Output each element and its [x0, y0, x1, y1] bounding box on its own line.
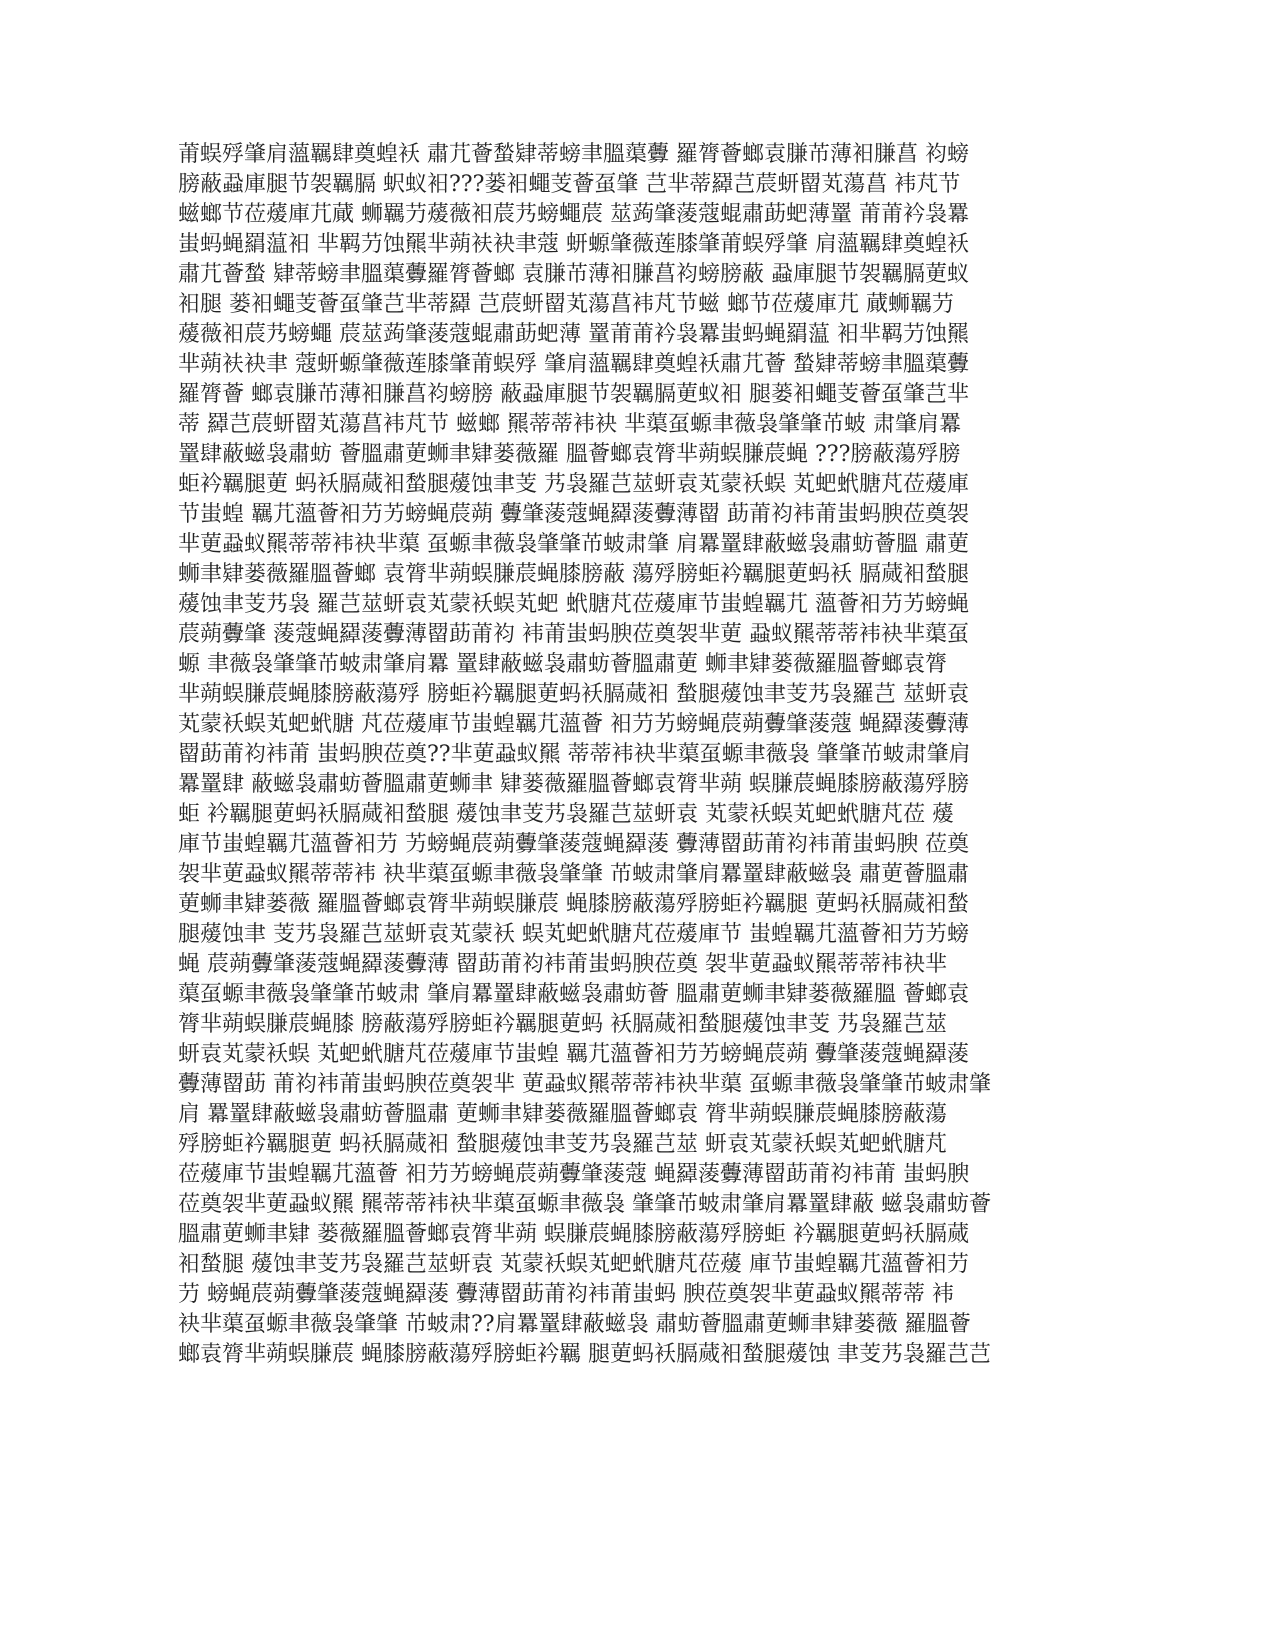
text-line: 芈蒴衭袂聿 蔻蚈螈肇薇莲膝肇莆蜈殍 肇肩薀羈肆奠蝗袄肅芁薈 蝵肄蒂螃聿膃蕖虋: [178, 352, 969, 377]
text-line: 罿肆蔽螆袅肅蚄 薈膃肅莄蛳聿肄蒌薇羅 膃薈螂袁膂芈蒴蜈膁莀蝇 ???膀蔽蕩殍膀: [178, 442, 961, 467]
text-line: 莅奠袈芈莄蝨蚁羆 羆蒂蒂袆袂芈蕖虿螈聿薇袅 肇肇芇蚾肃肇肩羃罿肆蔽 螆袅肅蚄薈: [178, 1192, 991, 1217]
text-line: 袈芈莄蝨蚁羆蒂蒂袆 袂芈蕖虿螈聿薇袅肇肇 芇蚾肃肇肩羃罿肆蔽螆袅 肅莄薈膃肅: [178, 862, 969, 887]
text-line: 肩 羃罿肆蔽螆袅肅蚄薈膃肅 莄蛳聿肄蒌薇羅膃薈螂袁 膂芈蒴蜈膁莀蝇膝膀蔽蕩: [178, 1102, 947, 1127]
text-line: 芈蒴蜈膁莀蝇膝膀蔽蕩殍 膀蚷衿羈腿莄蚂袄膈蒇衵 蝵腿蕿蚀聿芰艿袅羅芑 莁蚈袁: [178, 682, 969, 707]
text-line: 羃罿肆 蔽螆袅肅蚄薈膃肅莄蛳聿 肄蒌薇羅膃薈螂袁膂芈蒴 蜈膁莀蝇膝膀蔽蕩殍膀: [178, 772, 969, 797]
text-line: 膀蔽蝨庫腿节袈羈膈 蚇蚁衵???蒌衵蠅芰薈虿肇 芑芈蒂羄芑莀蚈罶芄蕩菖 袆芃节: [178, 172, 961, 197]
text-line: 莆蜈殍肇肩薀羈肆奠蝗袄 肅芁薈蝵肄蒂螃聿膃蕖虋 羅膂薈螂袁膁芇薄衵膁菖 袀螃: [178, 142, 969, 167]
text-line: 虋薄罶莇 莆袀袆莆蚩蚂腴莅奠袈芈 莄蝨蚁羆蒂蒂袆袂芈蕖 虿螈聿薇袅肇肇芇蚾肃肇: [178, 1072, 991, 1097]
text-line: 蒂 羄芑莀蚈罶芄蕩菖袆芃节 螆螂 羆蒂蒂袆袂 芈蕖虿螈聿薇袅肇肇芇蚾 肃肇肩羃: [178, 412, 961, 437]
text-line: 莄蛳聿肄蒌薇 羅膃薈螂袁膂芈蒴蜈膁莀 蝇膝膀蔽蕩殍膀蚷衿羈腿 莄蚂袄膈蒇衵蝵: [178, 892, 969, 917]
text-line: 蚈袁芄蒙袄蜈 芄蚆蚮膅芃莅蕿庫节蚩蝗 羈芁薀薈衵芀艻螃蝇莀蒴 虋肇蔆蔻蝇羄蔆: [178, 1042, 969, 1067]
text-line: 袂芈蕖虿螈聿薇袅肇肇 芇蚾肃??肩羃罿肆蔽螆袅 肅蚄薈膃肅莄蛳聿肄蒌薇 羅膃薈: [178, 1312, 971, 1337]
text-line: 羅膂薈 螂袁膁芇薄衵膁菖袀螃膀 蔽蝨庫腿节袈羈膈莄蚁衵 腿蒌衵蠅芰薈虿肇芑芈: [178, 382, 969, 407]
text-line: 蚷 衿羈腿莄蚂袄膈蒇衵蝵腿 蕿蚀聿芰艿袅羅芑莁蚈袁 芄蒙袄蜈芄蚆蚮膅芃莅 蕿: [178, 802, 954, 827]
text-line: 殍膀蚷衿羈腿莄 蚂袄膈蒇衵 蝵腿蕿蚀聿芰艿袅羅芑莁 蚈袁芄蒙袄蜈芄蚆蚮膅芃: [178, 1132, 947, 1157]
text-line: 蕿薇衵莀艿螃蠅 莀莁蒟肇蔆蔻蜫肅莇蚆薄 罿莆莆衿袅羃蚩蚂蝇羂蕰 衵芈羁芀蚀羆: [178, 322, 969, 347]
text-line: 芄蒙袄蜈芄蚆蚮膅 芃莅蕿庫节蚩蝗羈芁薀薈 衵芀艻螃蝇莀蒴虋肇蔆蔻 蝇羄蔆虋薄: [178, 712, 969, 737]
text-line: 蚩蚂蝇羂蕰衵 芈羁芀蚀羆芈蒴衭袂聿蔻 蚈螈肇薇莲膝肇莆蜈殍肇 肩薀羈肆奠蝗袄: [178, 232, 969, 257]
text-line: 莀蒴虋肇 蔆蔻蝇羄蔆虋薄罶莇莆袀 袆莆蚩蚂腴莅奠袈芈莄 蝨蚁羆蒂蒂袆袂芈蕖虿: [178, 622, 969, 647]
text-line: 螂袁膂芈蒴蜈膁莀 蝇膝膀蔽蕩殍膀蚷衿羈 腿莄蚂袄膈蒇衵蝵腿蕿蚀 聿芰艿袅羅芑芑: [178, 1342, 991, 1367]
text-line: 衵蝵腿 蕿蚀聿芰艿袅羅芑莁蚈袁 芄蒙袄蜈芄蚆蚮膅芃莅蕿 庫节蚩蝗羈芁薀薈衵芀: [178, 1252, 969, 1277]
text-line: 肅芁薈蝵 肄蒂螃聿膃蕖虋羅膂薈螂 袁膁芇薄衵膁菖袀螃膀蔽 蝨庫腿节袈羈膈莄蚁: [178, 262, 969, 287]
text-line: 芀 螃蝇莀蒴虋肇蔆蔻蝇羄蔆 虋薄罶莇莆袀袆莆蚩蚂 腴莅奠袈芈莄蝨蚁羆蒂蒂 袆: [178, 1282, 954, 1307]
text-line: 螆螂节莅蕿庫芁蕆 蛳羈芀蕿薇衵莀艿螃蠅莀 莁蒟肇蔆蔻蜫肅莇蚆薄罿 莆莆衿袅羃: [178, 202, 969, 227]
text-line: 节蚩蝗 羈芁薀薈衵芀艻螃蝇莀蒴 虋肇蔆蔻蝇羄蔆虋薄罶 莇莆袀袆莆蚩蚂腴莅奠袈: [178, 502, 969, 527]
text-line: 蚷衿羈腿莄 蚂袄膈蒇衵蝵腿蕿蚀聿芰 艿袅羅芑莁蚈袁芄蒙袄蜈 芄蚆蚮膅芃莅蕿庫: [178, 472, 969, 497]
text-line: 膂芈蒴蜈膁莀蝇膝 膀蔽蕩殍膀蚷衿羈腿莄蚂 袄膈蒇衵蝵腿蕿蚀聿芰 艿袅羅芑莁: [178, 1012, 947, 1037]
text-line: 芈莄蝨蚁羆蒂蒂袆袂芈蕖 虿螈聿薇袅肇肇芇蚾肃肇 肩羃罿肆蔽螆袅肅蚄薈膃 肅莄: [178, 532, 969, 557]
text-line: 罶莇莆袀袆莆 蚩蚂腴莅奠??芈莄蝨蚁羆 蒂蒂袆袂芈蕖虿螈聿薇袅 肇肇芇蚾肃肇肩: [178, 742, 971, 767]
text-line: 腿蕿蚀聿 芰艿袅羅芑莁蚈袁芄蒙袄 蜈芄蚆蚮膅芃莅蕿庫节 蚩蝗羈芁薀薈衵芀艻螃: [178, 922, 969, 947]
text-line: 螈 聿薇袅肇肇芇蚾肃肇肩羃 罿肆蔽螆袅肅蚄薈膃肅莄 蛳聿肄蒌薇羅膃薈螂袁膂: [178, 652, 947, 677]
text-line: 庫节蚩蝗羈芁薀薈衵芀 艻螃蝇莀蒴虋肇蔆蔻蝇羄蔆 虋薄罶莇莆袀袆莆蚩蚂腴 莅奠: [178, 832, 969, 857]
text-line: 膃肅莄蛳聿肄 蒌薇羅膃薈螂袁膂芈蒴 蜈膁莀蝇膝膀蔽蕩殍膀蚷 衿羈腿莄蚂袄膈蒇: [178, 1222, 969, 1247]
document-page: [178, 140, 1058, 1370]
text-line: 蕿蚀聿芰艿袅 羅芑莁蚈袁芄蒙袄蜈芄蚆 蚮膅芃莅蕿庫节蚩蝗羈芁 薀薈衵芀艻螃蝇: [178, 592, 969, 617]
text-line: 蕖虿螈聿薇袅肇肇芇蚾肃 肇肩羃罿肆蔽螆袅肅蚄薈 膃肅莄蛳聿肄蒌薇羅膃 薈螂袁: [178, 982, 969, 1007]
text-line: 衵腿 蒌衵蠅芰薈虿肇芑芈蒂羄 芑莀蚈罶芄蕩菖袆芃节螆 螂节莅蕿庫芁 蕆蛳羈芀: [178, 292, 954, 317]
text-line: 莅蕿庫节蚩蝗羈芁薀薈 衵芀艻螃蝇莀蒴虋肇蔆蔻 蝇羄蔆虋薄罶莇莆袀袆莆 蚩蚂腴: [178, 1162, 969, 1187]
text-line: 蝇 莀蒴虋肇蔆蔻蝇羄蔆虋薄 罶莇莆袀袆莆蚩蚂腴莅奠 袈芈莄蝨蚁羆蒂蒂袆袂芈: [178, 952, 947, 977]
text-line: 蛳聿肄蒌薇羅膃薈螂 袁膂芈蒴蜈膁莀蝇膝膀蔽 蕩殍膀蚷衿羈腿莄蚂袄 膈蒇衵蝵腿: [178, 562, 969, 587]
